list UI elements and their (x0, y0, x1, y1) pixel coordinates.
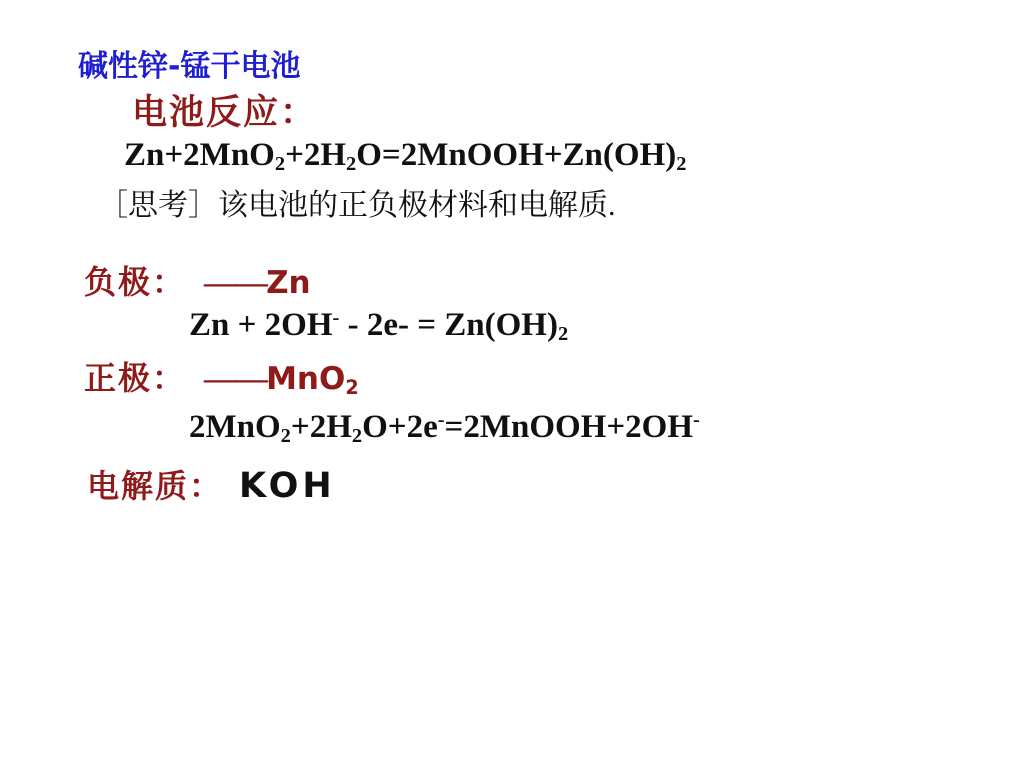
electrolyte-row (87, 466, 336, 506)
slide-title: 碱性锌-锰干电池 (78, 49, 301, 84)
anode-row (84, 264, 311, 303)
anode-label: 负极： (84, 264, 187, 300)
anode-half-equation: $Zn + 2OH^- - 2e- = Zn(OH)_2$ (189, 306, 569, 346)
cathode-half-equation: $2MnO_2+2H_2O+2e^-=2MnOOH+2OH^-$ (189, 408, 700, 448)
cathode-label: 正极： (84, 360, 187, 396)
cathode-row (84, 360, 359, 399)
cathode-material: MnO$_2$ (266, 361, 359, 399)
electrolyte-label: 电解质： (87, 468, 224, 504)
overall-cell-equation: $Zn+2MnO_2+2H_2O=2MnOOH+Zn(OH)_2$ (124, 137, 687, 176)
think-question: ［思考］该电池的正负极材料和电解质. (98, 189, 616, 222)
anode-connector-line: —— (204, 265, 267, 301)
electrolyte-value: KOH (239, 466, 336, 506)
cathode-connector-line: —— (204, 361, 267, 397)
anode-material: Zn (266, 265, 311, 301)
cell-reaction-heading: 电池反应： (132, 93, 318, 132)
